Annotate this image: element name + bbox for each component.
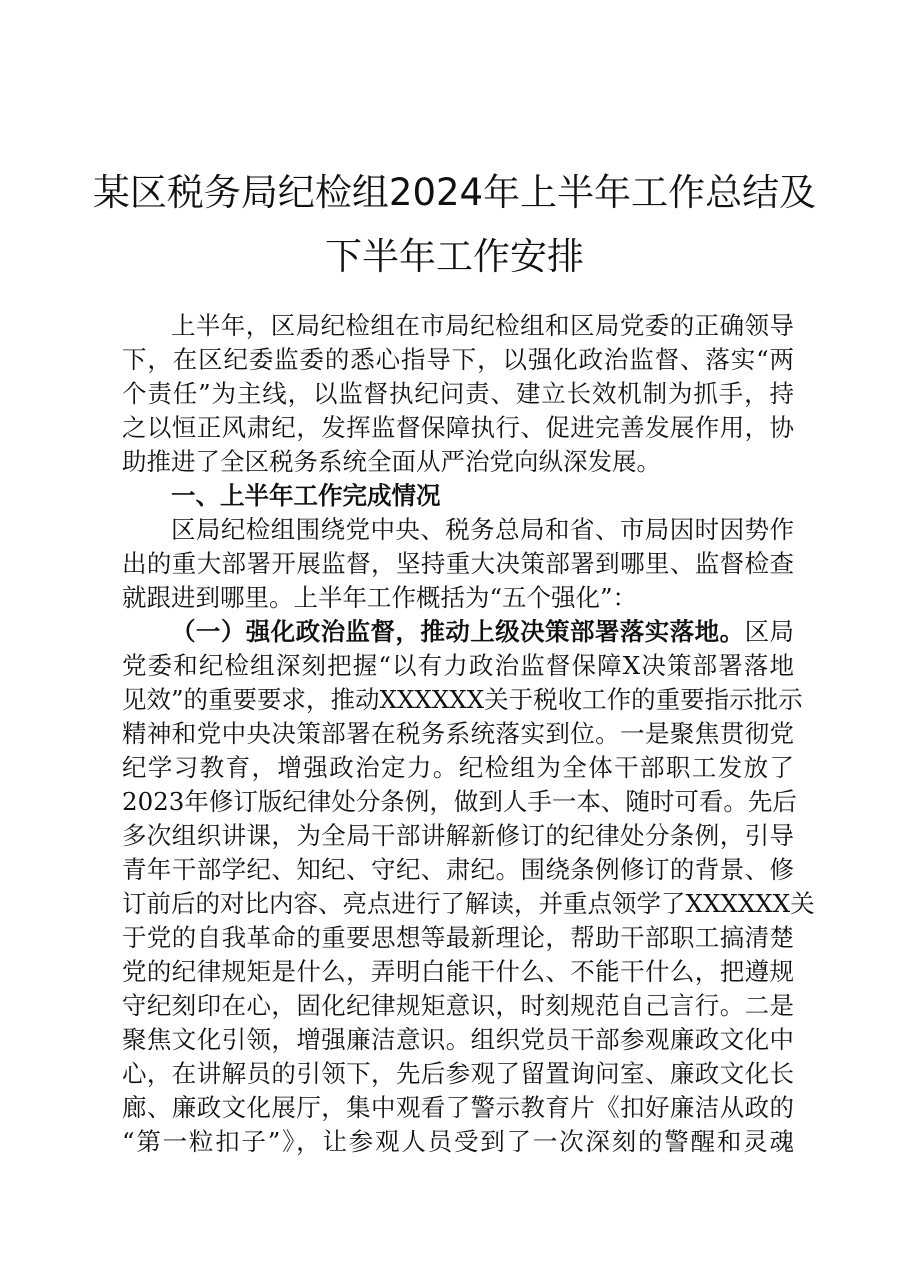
paragraph-line: 上半年，区局纪检组在市局纪检组和区局党委的正确领导 [171,311,794,340]
paragraph-line: 2023年修订版纪律处分条例，做到人手一本、随时可看。先后 [122,787,797,816]
document-title-line-2: 下半年工作安排 [325,235,584,278]
paragraph-line: 区局纪检组围绕党中央、税务总局和省、市局因时因势作 [171,515,794,544]
paragraph-line: 助推进了全区税务系统全面从严治党向纵深发展。 [122,447,661,476]
paragraph-line: 党的纪律规矩是什么，弄明白能干什么、不能干什么，把遵规 [122,957,794,986]
paragraph-line: “第一粒扣子”》，让参观人员受到了一次深刻的警醒和灵魂 [122,1127,794,1156]
paragraph-line: 多次组织讲课，为全局干部讲解新修订的纪律处分条例，引导 [122,821,794,850]
paragraph-line: 订前后的对比内容、亮点进行了解读，并重点领学了XXXXXX关 [122,889,815,918]
paragraph-line: 党委和纪检组深刻把握“以有力政治监督保障X决策部署落地 [122,651,794,680]
subsection-heading: （一）强化政治监督，推动上级决策部署落实落地。 [171,617,745,646]
paragraph-first-line [171,616,794,648]
paragraph-line: 青年干部学纪、知纪、守纪、肃纪。围绕条例修订的背景、修 [122,855,794,884]
section-heading: 一、上半年工作完成情况 [171,481,441,510]
document-title-line-1: 某区税务局纪检组2024年上半年工作总结及 [92,171,817,214]
paragraph-line: 出的重大部署开展监督，坚持重大决策部署到哪里、监督检查 [122,549,794,578]
paragraph-line: 廊、廉政文化展厅，集中观看了警示教育片《扣好廉洁从政的 [122,1093,794,1122]
paragraph-line: 个责任”为主线，以监督执纪问责、建立长效机制为抓手，持 [122,379,794,408]
paragraph-line: 心，在讲解员的引领下，先后参观了留置询问室、廉政文化长 [122,1059,794,1088]
paragraph-line: 就跟进到哪里。上半年工作概括为“五个强化”： [122,583,638,612]
paragraph-line: 见效”的重要要求，推动XXXXXX关于税收工作的重要指示批示 [122,685,803,714]
paragraph-line: 下，在区纪委监委的悉心指导下，以强化政治监督、落实“两 [122,345,794,374]
paragraph-line: 聚焦文化引领，增强廉洁意识。组织党员干部参观廉政文化中 [122,1025,794,1054]
paragraph-line: 之以恒正风肃纪，发挥监督保障执行、促进完善发展作用，协 [122,413,794,442]
paragraph-line: 于党的自我革命的重要思想等最新理论，帮助干部职工搞清楚 [122,923,794,952]
paragraph-text: 区局 [744,617,794,646]
paragraph-line: 守纪刻印在心，固化纪律规矩意识，时刻规范自己言行。二是 [122,991,794,1020]
paragraph-line: 精神和党中央决策部署在税务系统落实到位。一是聚焦贯彻党 [122,719,794,748]
paragraph-line: 纪学习教育，增强政治定力。纪检组为全体干部职工发放了 [122,753,794,782]
